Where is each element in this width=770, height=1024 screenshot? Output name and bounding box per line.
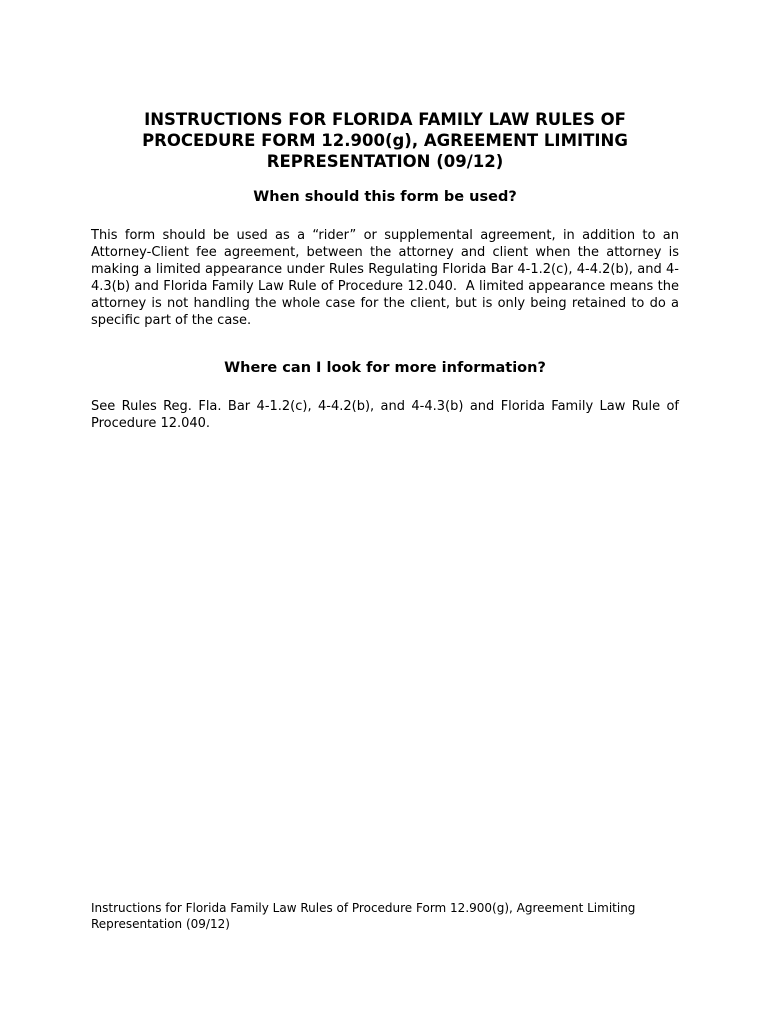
section-body-more-info: See Rules Reg. Fla. Bar 4-1.2(c), 4-4.2(b), and 4-4.3(b) and Florida Family Law Rule of Procedure 12.040. — [91, 399, 679, 431]
section-body-when-to-use: This form should be used as a “rider” or supplemental agreement, in addition to an Attorney-Client fee agreement, between the attorney and client when the attorney is making a limited appearance under Rules Regulating Florida Bar 4-1.2(c), 4-4.2(b), and 4-4.3(b) and Florida Family Law Rule of Procedure 12.040. A limited appearance means the attorney is not handling the whole case for the client, but is only being retained to do a specific part of the case. — [91, 228, 684, 328]
document-title — [91, 109, 679, 172]
section-heading-more-info: Where can I look for more information? — [224, 360, 546, 376]
footer-line: Representation (09/12) — [91, 917, 230, 931]
title-line: PROCEDURE FORM 12.900(g), AGREEMENT LIMITING — [142, 131, 628, 150]
footer-line: Instructions for Florida Family Law Rules of Procedure Form 12.900(g), Agreement Limiting — [91, 901, 636, 915]
section-heading-when-to-use: When should this form be used? — [253, 189, 517, 205]
title-line: REPRESENTATION (09/12) — [266, 152, 504, 171]
page-footer — [91, 900, 679, 932]
title-line: INSTRUCTIONS FOR FLORIDA FAMILY LAW RULES OF — [144, 110, 626, 129]
